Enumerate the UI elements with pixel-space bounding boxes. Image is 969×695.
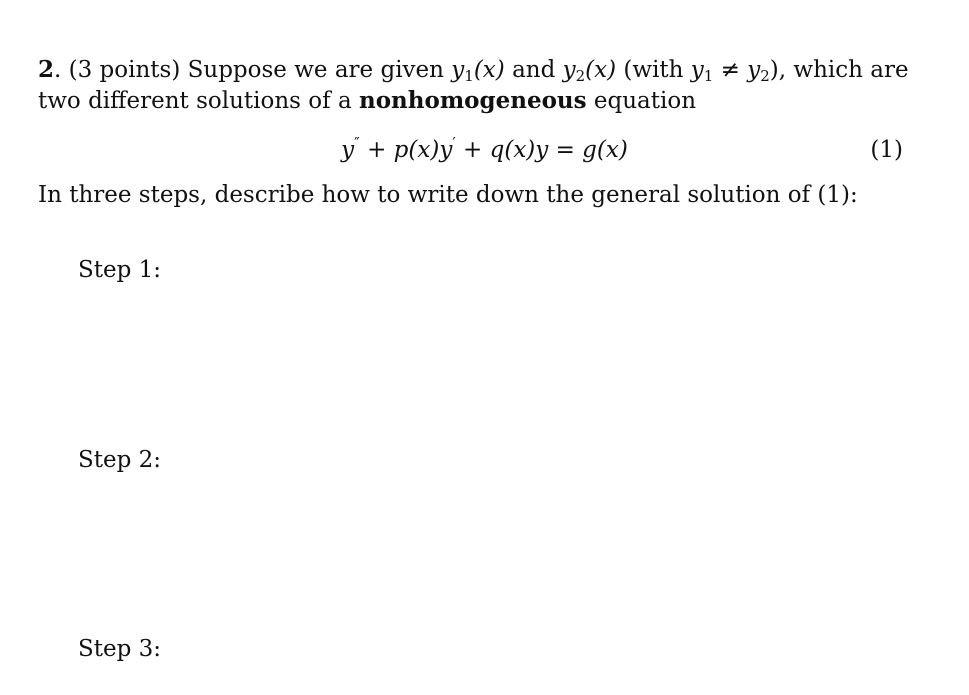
y2-function: $y_2(x)$ [562, 57, 617, 85]
and-text: and [512, 57, 556, 83]
with-condition: (with $y_1 \ne y_2$), which are [623, 57, 909, 85]
intro-text: Suppose we are given [187, 57, 444, 83]
nonhomogeneous-bold: nonhomogeneous [358, 87, 587, 114]
y1-function: $y_1(x)$ [451, 57, 505, 85]
step-3-label: Step 3: [78, 636, 162, 662]
second-line-suffix: equation [593, 88, 697, 114]
problem-number-period: . [54, 57, 62, 83]
points-label: (3 points) [68, 57, 181, 83]
step-1-label: Step 1: [78, 257, 162, 283]
instruction-text: In three steps, describe how to write down the general solution of (1): [38, 182, 858, 208]
equation-number: (1) [870, 137, 903, 163]
problem-second-line [38, 86, 696, 116]
problem-header-line [38, 55, 909, 85]
problem-number: 2 [38, 56, 55, 83]
second-line-prefix: two different solutions of a [38, 88, 352, 114]
step-2-label: Step 2: [78, 447, 162, 473]
main-equation: y″ + p(x)y′ + q(x)y = g(x) [341, 134, 628, 163]
